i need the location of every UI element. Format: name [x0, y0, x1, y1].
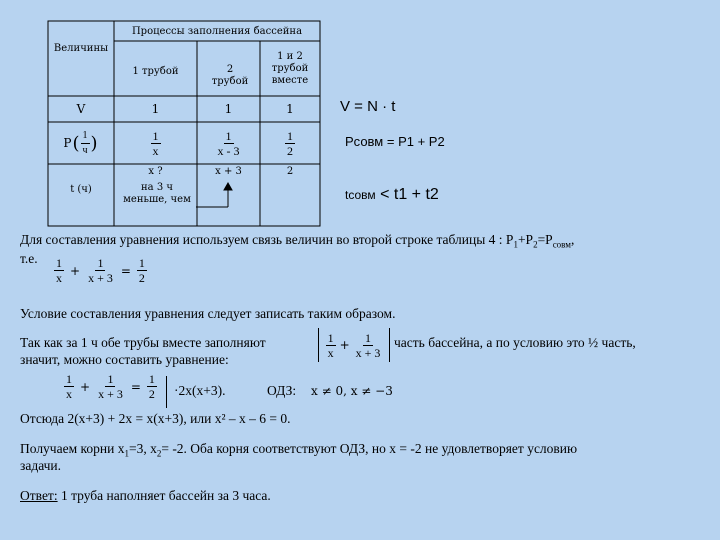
row-p-c3: $\frac{1}{2}$: [287, 128, 293, 158]
paragraph-5-end: задачи.: [20, 458, 62, 473]
paragraph-3a: Так как за 1 ч обе трубы вместе заполняют: [20, 335, 266, 350]
paragraph-1-ie: т.е.: [20, 251, 38, 266]
paragraph-3b: часть бассейна, а по условию это ½ часть,: [394, 335, 636, 350]
col-both: 1 и 2 трубой вместе: [271, 51, 309, 86]
equation-3-bar: [166, 376, 167, 408]
col-quantity: Величины: [53, 42, 109, 54]
paragraph-1: Для составления уравнения используем связь величин во второй строке таблицы 4 : $P_1+P_2=P_{совм}$,: [20, 232, 575, 250]
col-pipe1: 1 трубой: [132, 65, 179, 77]
row-t-note: на 3 ч меньше, чем: [123, 182, 191, 205]
row-v-c3: 1: [286, 102, 294, 116]
equation-1: $\frac{1}{x}$ + $\frac{1}{x + 3}$ = $\frac{1}{2}$: [56, 256, 145, 285]
answer-text: 1 труба наполняет бассейн за 3 часа.: [57, 488, 271, 503]
row-p-c1: $\frac{1}{x}$: [152, 128, 159, 158]
paragraph-3c: значит, можно составить уравнение:: [20, 352, 229, 367]
row-v-c2: 1: [224, 102, 233, 116]
row-p-unit: $\frac{1}{ч}$: [82, 129, 88, 156]
row-v-c1: 1: [151, 102, 160, 116]
answer: [20, 487, 271, 505]
paragraph-4: Отсюда 2(x+3) + 2x = x(x+3), или x² – x – 6 = 0.: [20, 411, 291, 426]
row-t-label: t (ч): [70, 183, 92, 195]
row-p-c2: $\frac{1}{x - 3}$: [217, 128, 240, 158]
row-t-c2: x + 3: [215, 166, 242, 177]
row-t-c3: 2: [286, 166, 294, 177]
formula-time: tсовм < t1 + t2: [345, 186, 439, 203]
equation-3: $\frac{1}{x}$ + $\frac{1}{x + 3}$ = $\frac{1}{2}$: [66, 372, 155, 401]
answer-label: Ответ:: [20, 488, 58, 503]
paragraph-2: Условие составления уравнения следует записать таким образом.: [20, 306, 396, 321]
row-p-label: P ( $\frac{1}{ч}$ ): [63, 129, 98, 156]
col-pipe2: 2 трубой: [211, 64, 249, 87]
formula-volume: V = N · t: [340, 98, 396, 115]
odz-label: ОДЗ:: [267, 383, 297, 398]
row-p-symbol: P: [63, 136, 72, 150]
formula-power: Pсовм = P1 + P2: [345, 134, 445, 149]
row-t-c1: x ?: [148, 166, 163, 177]
paragraph-5: Получаем корни $x_1=3$, $x_2= -2$. Оба корня соответствуют ОДЗ, но x = -2 не удовлетворяет условию: [20, 441, 578, 459]
row-v-label: V: [76, 102, 86, 116]
multiplier: ·2x(x+3).: [174, 383, 226, 398]
table-header: Процессы заполнения бассейна: [131, 25, 303, 37]
odz-value: x ≠ 0, x ≠ −3: [311, 384, 393, 398]
equation-2-box: $\frac{1}{x}$ + $\frac{1}{x + 3}$: [318, 328, 390, 362]
